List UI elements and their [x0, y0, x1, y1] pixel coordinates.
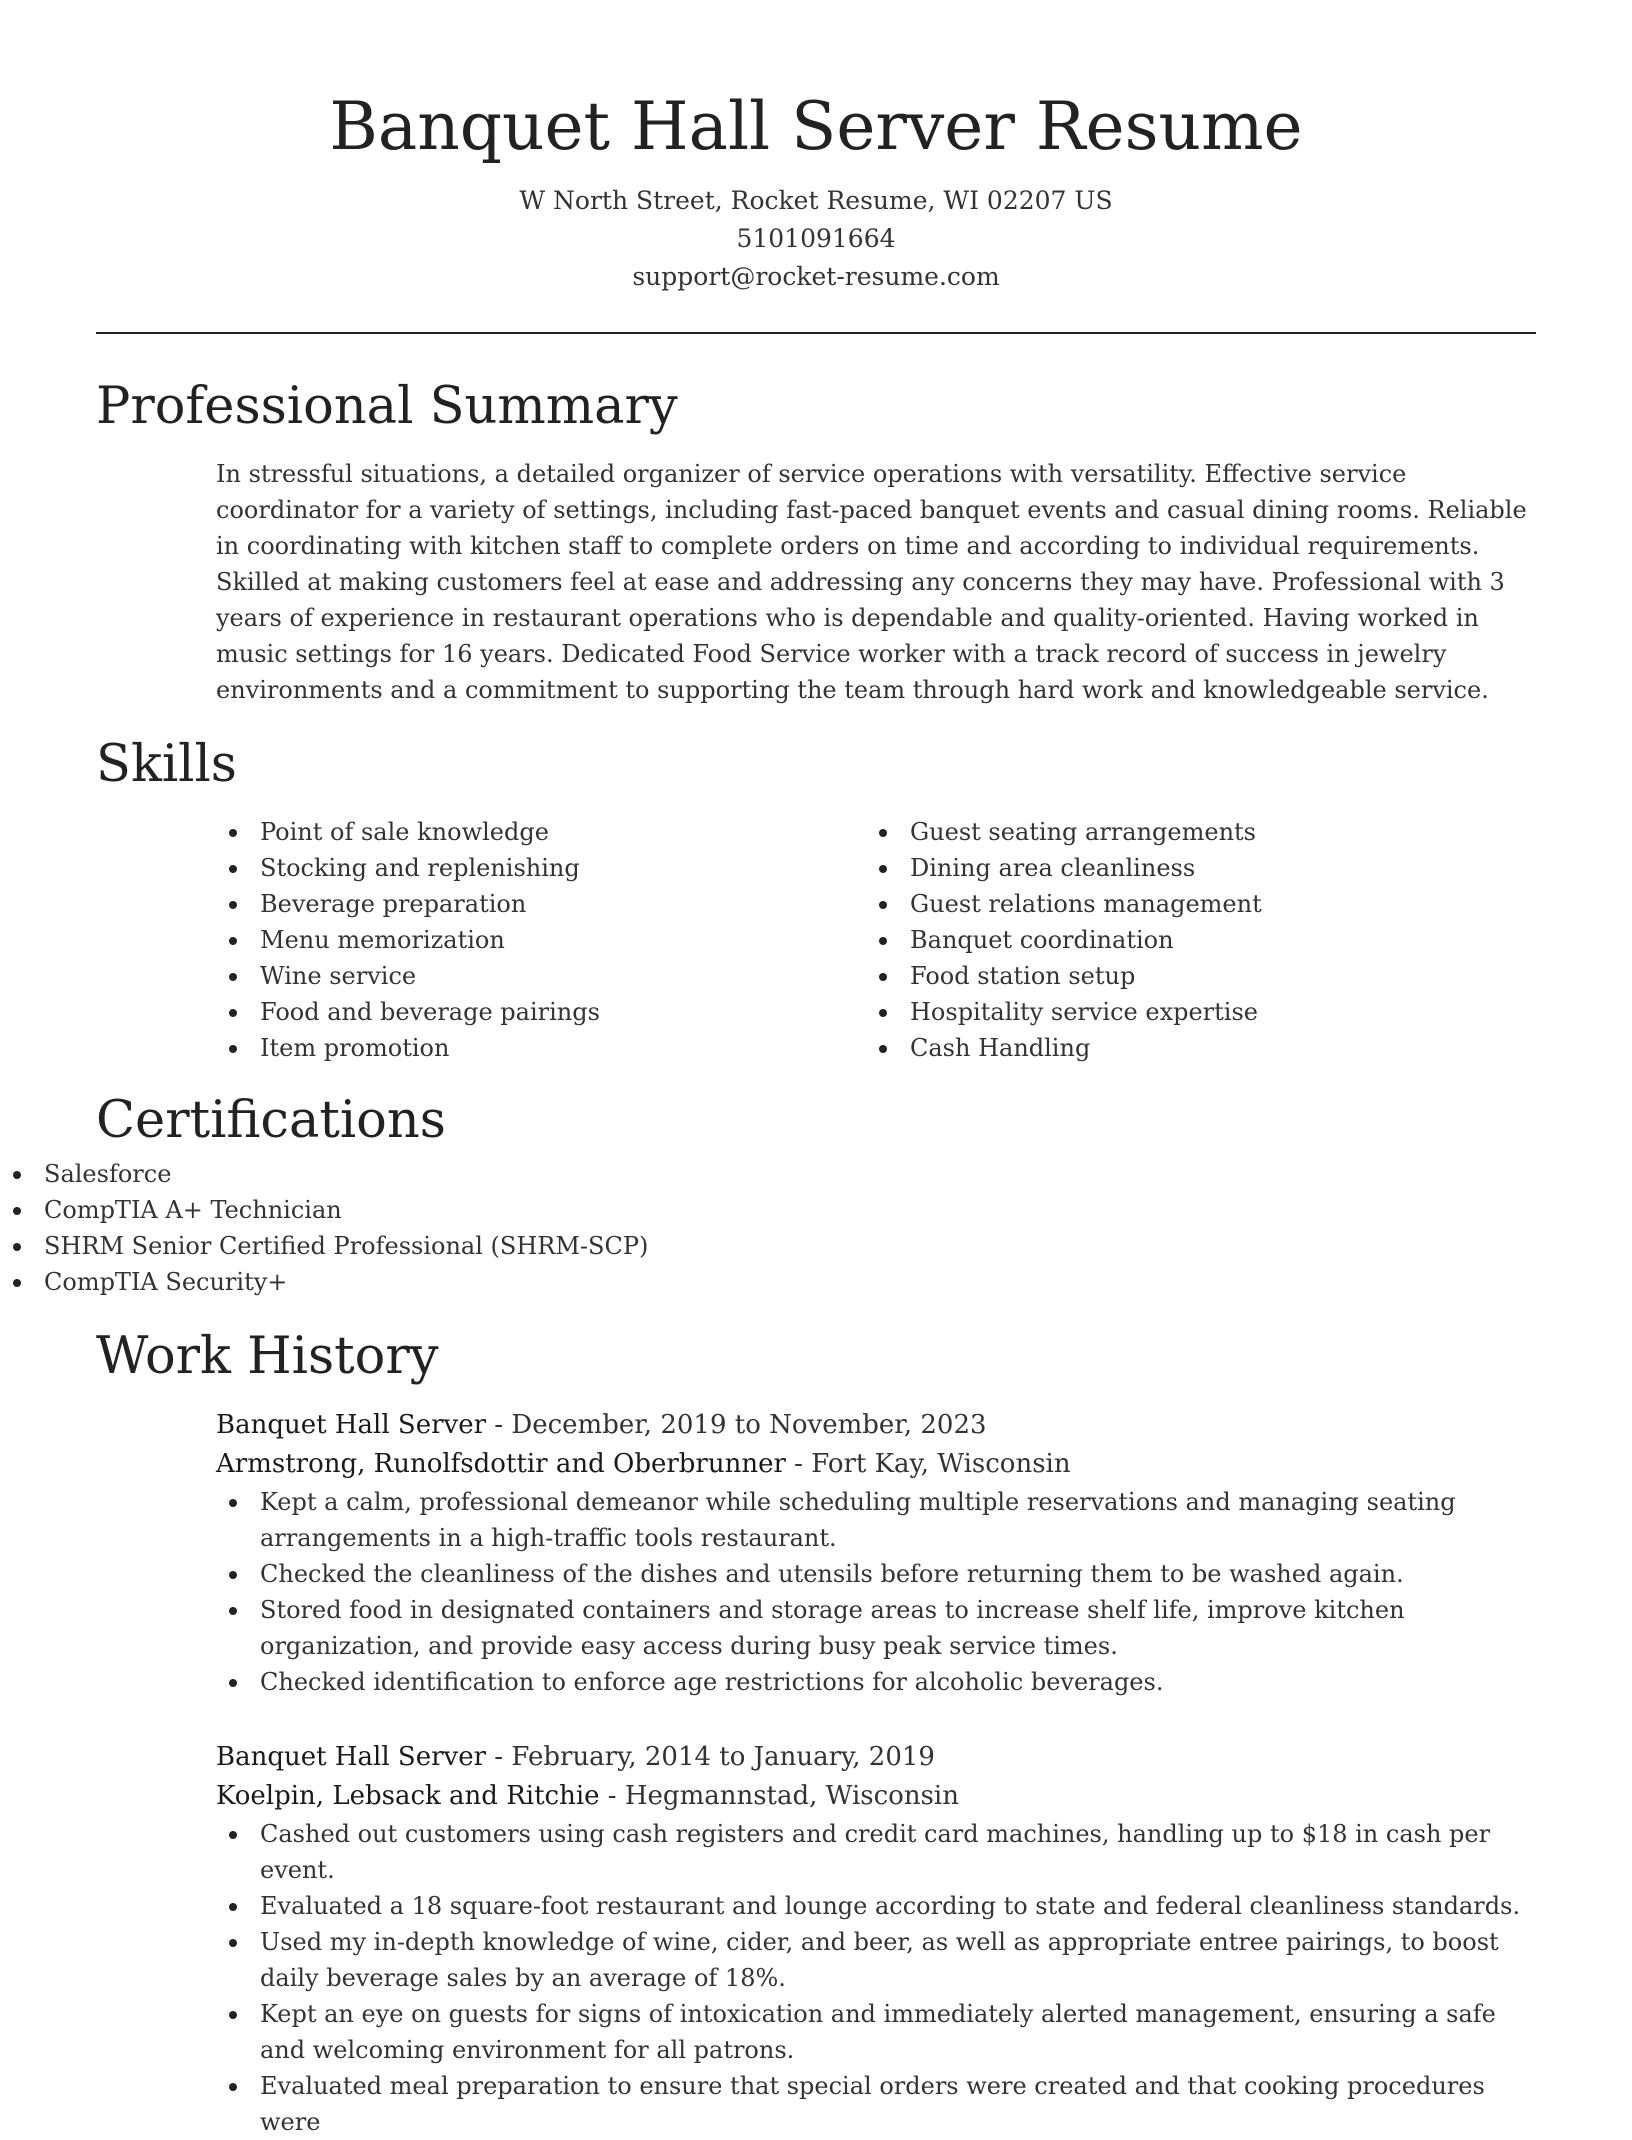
job-dates: - December, 2019 to November, 2023 [486, 1410, 987, 1440]
job-location: - Hegmannstad, Wisconsin [599, 1781, 959, 1811]
job-company: Armstrong, Runolfsdottir and Oberbrunner [216, 1449, 786, 1479]
certification-item: Salesforce [0, 1156, 1632, 1192]
skill-item: Dining area cleanliness [866, 850, 1536, 886]
job-bullet: Checked identification to enforce age restrictions for alcoholic beverages. [216, 1664, 1536, 1700]
skill-item: Hospitality service expertise [866, 994, 1536, 1030]
skill-item: Cash Handling [866, 1030, 1536, 1066]
job-bullet: Kept a calm, professional demeanor while scheduling multiple reservations and managing seating arrangements in a high-traffic tools restaurant. [216, 1484, 1536, 1556]
phone: 5101091664 [736, 224, 896, 253]
address: W North Street, Rocket Resume, WI 02207 US [519, 186, 1113, 215]
job-position: Banquet Hall Server [216, 1742, 487, 1772]
skills-heading: Skills [96, 735, 237, 794]
job-bullets [216, 1484, 1536, 1700]
skill-item: Menu memorization [216, 922, 866, 958]
job-bullet: Stored food in designated containers and storage areas to increase shelf life, improve kitchen organization, and provide easy access during busy peak service times. [216, 1592, 1536, 1664]
skills-column-left [216, 814, 866, 1066]
skill-item: Stocking and replenishing [216, 850, 866, 886]
job-bullet: Evaluated meal preparation to ensure that special orders were created and that cooking procedures were [216, 2068, 1536, 2140]
job-dates: - February, 2014 to January, 2019 [486, 1742, 935, 1772]
certifications-list [0, 1156, 1632, 1300]
certification-item: CompTIA Security+ [0, 1264, 1632, 1300]
job-bullet: Evaluated a 18 square-foot restaurant and lounge according to state and federal cleanliness standards. [216, 1888, 1536, 1924]
job-location: - Fort Kay, Wisconsin [785, 1449, 1071, 1479]
email: support@rocket-resume.com [632, 262, 1000, 291]
skill-item: Item promotion [216, 1030, 866, 1066]
job-entry [216, 1406, 1536, 1700]
certifications-heading: Certifications [96, 1091, 446, 1150]
job-bullet: Used my in-depth knowledge of wine, cider, and beer, as well as appropriate entree pairings, to boost daily beverage sales by an average of 18%. [216, 1924, 1536, 1996]
resume-title: Banquet Hall Server Resume [329, 88, 1303, 165]
certification-item: CompTIA A+ Technician [0, 1192, 1632, 1228]
job-entry [216, 1738, 1536, 2140]
certification-item: SHRM Senior Certified Professional (SHRM-SCP) [0, 1228, 1632, 1264]
skills-list [216, 814, 1536, 1066]
skill-item: Food and beverage pairings [216, 994, 866, 1030]
job-bullet: Checked the cleanliness of the dishes and utensils before returning them to be washed again. [216, 1556, 1536, 1592]
skills-column-right [866, 814, 1536, 1066]
header-divider [96, 332, 1536, 334]
skill-item: Guest relations management [866, 886, 1536, 922]
job-company-line [216, 1777, 1536, 1816]
summary-heading: Professional Summary [96, 377, 678, 436]
skill-item: Guest seating arrangements [866, 814, 1536, 850]
work-history-heading: Work History [96, 1327, 439, 1386]
skill-item: Banquet coordination [866, 922, 1536, 958]
skill-item: Food station setup [866, 958, 1536, 994]
job-position: Banquet Hall Server [216, 1410, 487, 1440]
resume-header [0, 0, 1632, 296]
summary-text: In stressful situations, a detailed organizer of service operations with versatility. Effective service coordinator for a variety of settings, including fast-paced banquet events and casual dining rooms. Reliable in coordinating with kitchen staff to complete orders on time and according to individual requirements. Skilled at making customers feel at ease and addressing any concerns they may have. Professional with 3 years of experience in restaurant operations who is dependable and quality-oriented. Having worked in music settings for 16 years. Dedicated Food Service worker with a track record of success in jewelry environments and a commitment to supporting the team through hard work and knowledgeable service. [216, 460, 1527, 704]
job-bullets [216, 1816, 1536, 2140]
skill-item: Point of sale knowledge [216, 814, 866, 850]
skill-item: Beverage preparation [216, 886, 866, 922]
job-title-line [216, 1406, 1536, 1445]
job-title-line [216, 1738, 1536, 1777]
job-bullet: Cashed out customers using cash registers and credit card machines, handling up to $18 in cash per event. [216, 1816, 1536, 1888]
skill-item: Wine service [216, 958, 866, 994]
contact-info [0, 182, 1632, 296]
job-company-line [216, 1445, 1536, 1484]
job-bullet: Kept an eye on guests for signs of intoxication and immediately alerted management, ensuring a safe and welcoming environment for all patrons. [216, 1996, 1536, 2068]
job-company: Koelpin, Lebsack and Ritchie [216, 1781, 600, 1811]
